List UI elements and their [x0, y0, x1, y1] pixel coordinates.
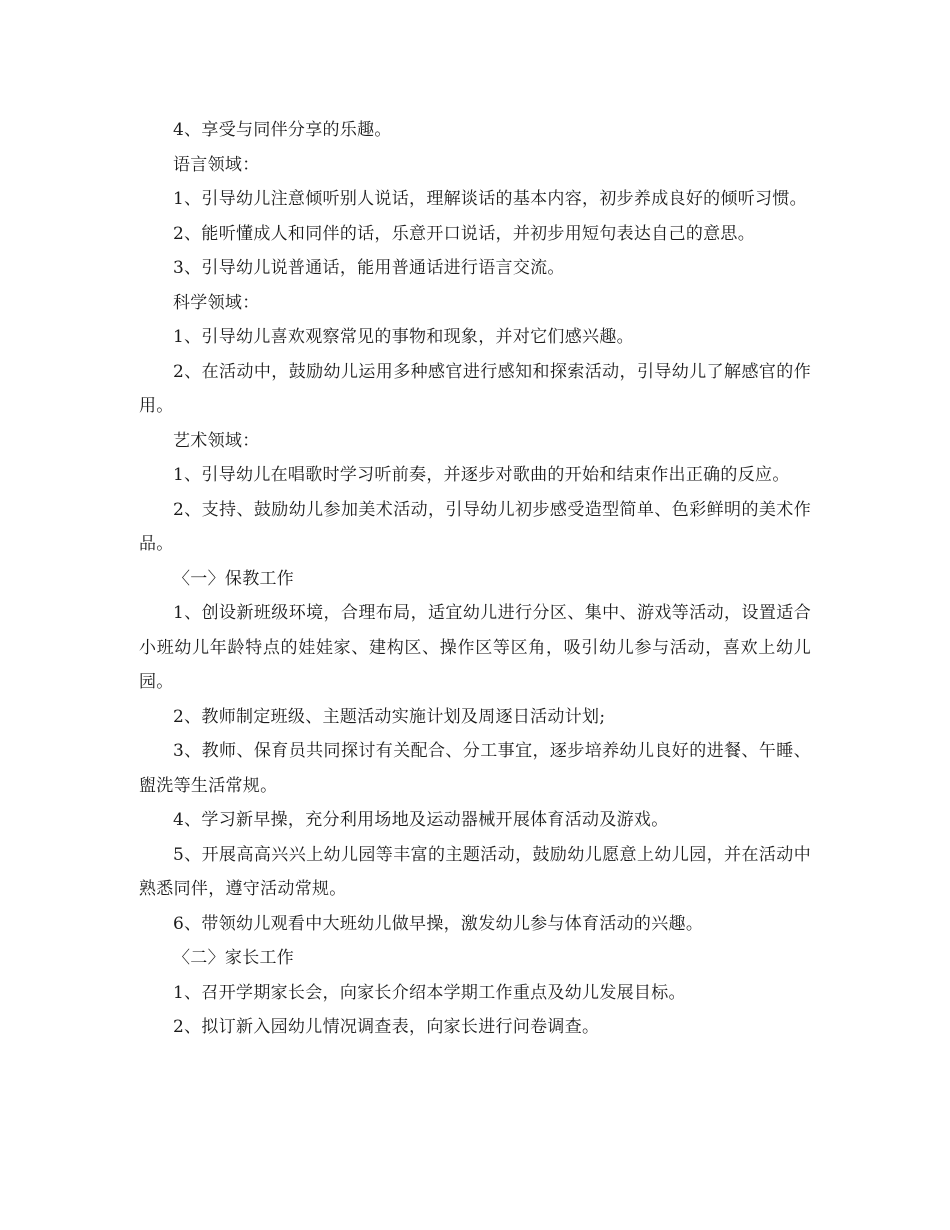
heading-art-domain: 艺术领域： [173, 430, 260, 451]
paragraph-language-3: 3、引导幼儿说普通话，能用普通话进行语言交流。 [173, 258, 565, 278]
paragraph-care-4: 4、学习新早操，充分利用场地及运动器械开展体育活动及游戏。 [173, 810, 669, 830]
paragraph-item-4-sharing: 4、享受与同伴分享的乐趣。 [173, 120, 392, 140]
paragraph-care-2: 2、教师制定班级、主题活动实施计划及周逐日活动计划; [173, 706, 606, 727]
heading-science-domain: 科学领域： [173, 292, 260, 313]
paragraph-parent-1: 1、召开学期家长会，向家长介绍本学期工作重点及幼儿发展目标。 [173, 982, 686, 1003]
paragraph-art-2: 2、支持、鼓励幼儿参加美术活动，引导幼儿初步感受造型简单、色彩鲜明的美术作品。 [139, 499, 811, 554]
document-body [139, 113, 811, 1045]
paragraph-care-3: 3、教师、保育员共同探讨有关配合、分工事宜，逐步培养幼儿良好的进餐、午睡、盥洗等生活常规。 [139, 741, 811, 796]
paragraph-language-1: 1、引导幼儿注意倾听别人说话，理解谈话的基本内容，初步养成良好的倾听习惯。 [173, 189, 807, 209]
paragraph-care-5: 5、开展高高兴兴上幼儿园等丰富的主题活动，鼓励幼儿愿意上幼儿园，并在活动中熟悉同伴，遵守活动常规。 [139, 844, 811, 899]
paragraph-care-1: 1、创设新班级环境，合理布局，适宜幼儿进行分区、集中、游戏等活动，设置适合小班幼儿年龄特点的娃娃家、建构区、操作区等区角，吸引幼儿参与活动，喜欢上幼儿园。 [139, 603, 811, 692]
paragraph-language-2: 2、能听懂成人和同伴的话，乐意开口说话，并初步用短句表达自己的意思。 [173, 223, 756, 244]
section-heading-care-education: 〈一〉保教工作 [173, 568, 295, 589]
paragraph-care-6: 6、带领幼儿观看中大班幼儿做早操，激发幼儿参与体育活动的兴趣。 [173, 913, 704, 934]
heading-language-domain: 语言领域： [173, 154, 260, 175]
section-heading-parent-work: 〈二〉家长工作 [173, 948, 295, 968]
paragraph-art-1: 1、引导幼儿在唱歌时学习听前奏，并逐步对歌曲的开始和结束作出正确的反应。 [173, 465, 790, 485]
paragraph-science-2: 2、在活动中，鼓励幼儿运用多种感官进行感知和探索活动，引导幼儿了解感官的作用。 [139, 361, 811, 416]
paragraph-science-1: 1、引导幼儿喜欢观察常见的事物和现象，并对它们感兴趣。 [173, 327, 634, 347]
paragraph-parent-2: 2、拟订新入园幼儿情况调查表，向家长进行问卷调查。 [173, 1017, 600, 1037]
